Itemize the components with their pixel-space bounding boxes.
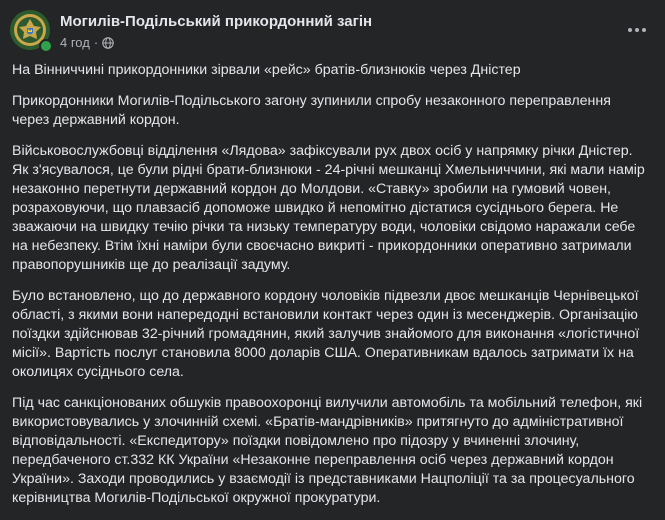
post-paragraph: Прикордонники Могилів-Подільського загону зупинили спробу незаконного переправлення через державний кордон. (12, 93, 611, 128)
page-name[interactable]: Могилів-Подільський прикордонний загін (60, 13, 373, 30)
post-meta (60, 35, 114, 50)
post-time[interactable]: 4 год (60, 35, 90, 50)
post-paragraph: Військовослужбовці відділення «Лядова» зафіксували рух двох осіб у напрямку річки Дністер. Як з'ясувалося, це були рідні брати-близнюки - 24-річні мешканці Хмельниччини, які мали намір незаконно перетнути державний кордон до Молдови. «Ставку» зробили на гумовий човен, розраховуючи, що плавзасіб допоможе швидко й непомітно дістатися сусіднього берега. Не зважаючи на швидку течію річки та низьку температуру води, чоловіки свідомо наражали себе на небезпеку. Втім їхні наміри були своєчасно викриті - прикордонники оперативно затримали правопорушників ще до реалізації задуму. (12, 143, 645, 273)
more-dot (642, 28, 646, 32)
post-paragraph: Було встановлено, що до державного кордону чоловіків підвезли двоє мешканців Чернівецької області, з якими вони напередодні встановили контакт через один із месенджерів. Організацію поїздки здійснював 32-річний громадянин, який залучив знайомого для виконання «логістичної місії». Вартість послуг становила 8000 доларів США. Оперативникам вдалось затримати їх на околицях сусіднього села. (12, 288, 640, 380)
more-horizontal-icon (628, 28, 632, 32)
post-headline: На Вінниччині прикордонники зірвали «рейс» братів-близнюків через Дністер (12, 62, 521, 78)
online-status-dot (39, 39, 53, 53)
post-body (12, 61, 652, 520)
post-header (10, 10, 655, 54)
post-paragraph: Під час санкціонованих обшуків правоохоронці вилучили автомобіль та мобільний телефон, які використовувались у злочинній схемі. «Братів-мандрівників» притягнуто до адміністративної відповідальності. «Експедитору» поїздки повідомлено про підозру у вчиненні злочину, передбаченого ст.332 КК України «Незаконне переправлення осіб через державний кордон України». Заходи проводились у взаємодії із представниками Нацполіції та за процесуального керівництва Могилів-Подільської окружної прокуратури. (12, 395, 643, 506)
page-avatar[interactable] (10, 10, 50, 50)
meta-separator: · (93, 35, 99, 50)
globe-icon[interactable] (102, 37, 114, 49)
more-dot (635, 28, 639, 32)
more-options-button[interactable] (619, 12, 655, 48)
